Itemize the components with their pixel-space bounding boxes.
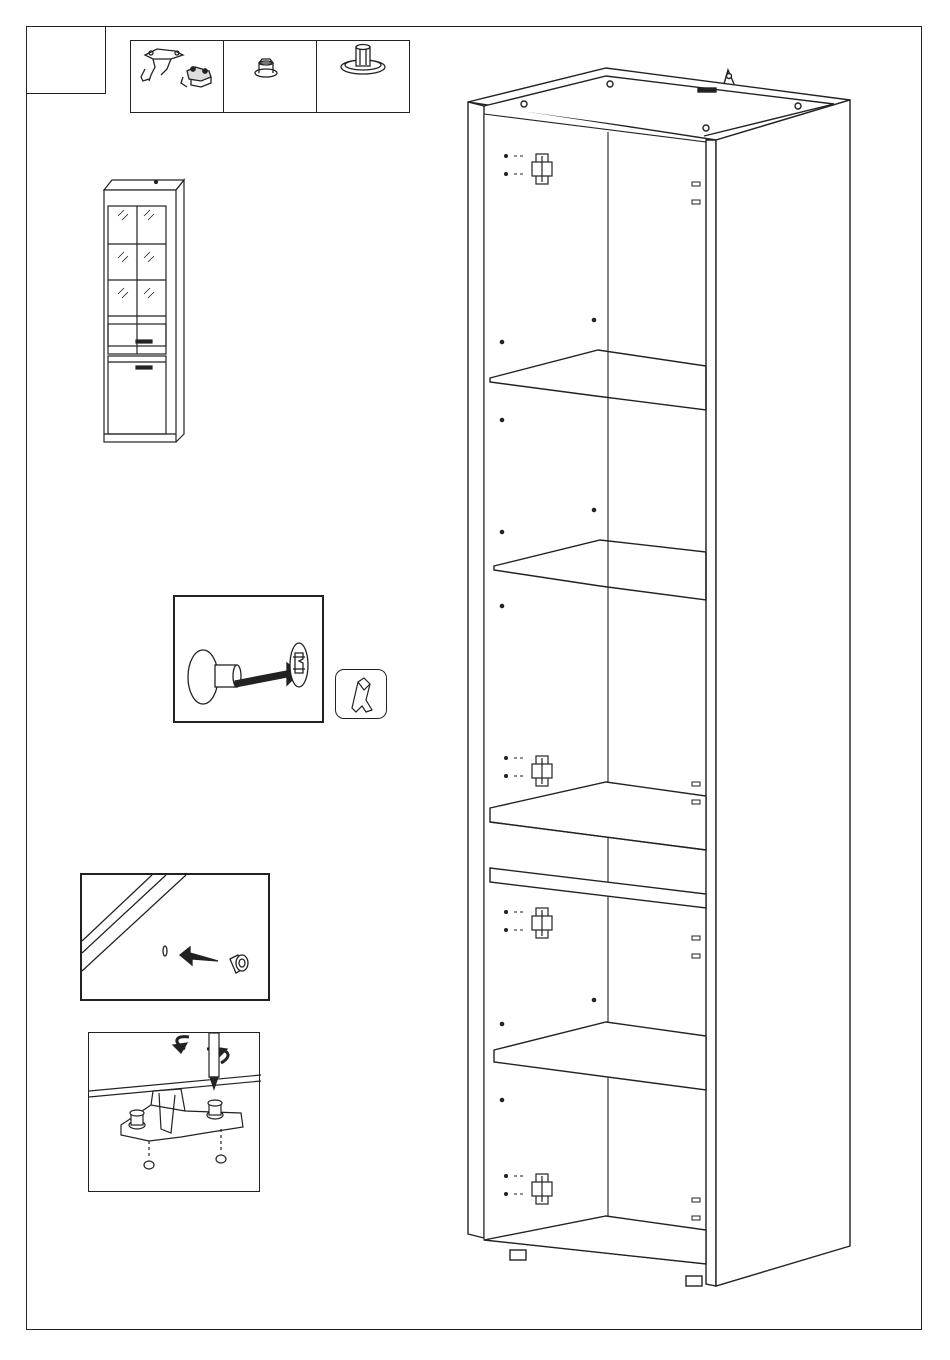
assembled-cabinet-overview [96, 176, 196, 446]
cabinet-carcass-diagram [466, 66, 856, 1290]
hinge-icon [131, 41, 224, 112]
step-number-box [26, 26, 106, 94]
part-cell-hinge [131, 41, 224, 112]
hinge-screw-detail [88, 1032, 260, 1192]
part-cell-foot [317, 41, 409, 112]
parts-list [130, 40, 410, 113]
foot-insert-detail [173, 595, 324, 723]
adjustable-foot-icon [317, 41, 410, 112]
shelf-support-pin-icon [224, 41, 317, 112]
part-cell-shelf-pin [224, 41, 317, 112]
glue-icon [335, 669, 387, 719]
shelf-pin-insert-detail [80, 873, 270, 1001]
